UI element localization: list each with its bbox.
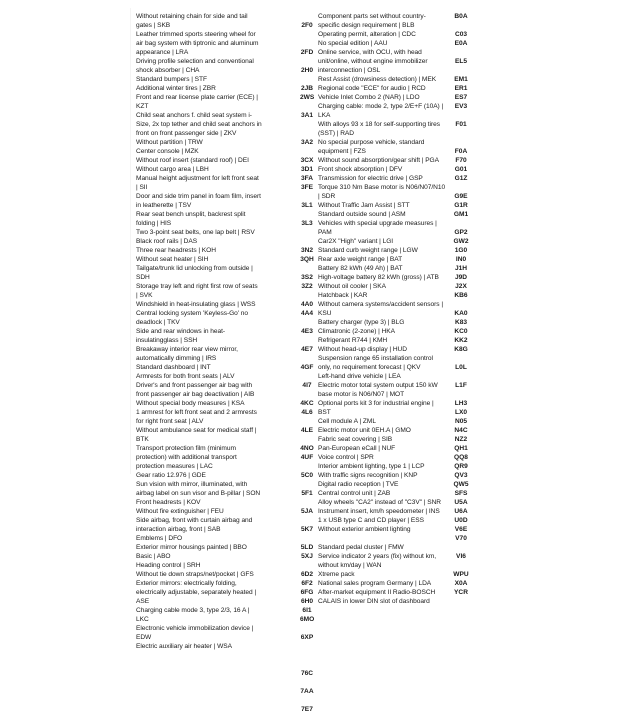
option-description-line: Front headrests | KOV bbox=[136, 499, 201, 506]
option-description-line: protection) with additional transport bbox=[136, 454, 237, 461]
column-guide bbox=[130, 8, 131, 474]
option-code: 4A4 bbox=[300, 310, 314, 317]
option-description-line: Pan-European eCall | NUF bbox=[318, 445, 396, 452]
option-description-line: for right front seat | ALV bbox=[136, 418, 204, 425]
option-code bbox=[300, 390, 314, 399]
option-description-line: Emblems | DFO bbox=[136, 535, 183, 542]
option-description-line: in leatherette | TSV bbox=[136, 202, 192, 209]
option-code bbox=[300, 480, 314, 489]
option-code: F01 bbox=[455, 121, 467, 128]
option-code: 7AA bbox=[300, 688, 314, 695]
option-code: 4L6 bbox=[301, 409, 313, 416]
option-description-line: PAM bbox=[318, 229, 332, 236]
option-code: 6FG bbox=[300, 589, 314, 596]
option-code bbox=[300, 534, 314, 543]
option-code bbox=[300, 129, 314, 138]
option-code bbox=[300, 264, 314, 273]
option-code: N05 bbox=[454, 418, 468, 425]
option-description-line: Armrests for both front seats | ALV bbox=[136, 373, 235, 380]
option-code: 4UF bbox=[300, 454, 314, 461]
option-code bbox=[300, 147, 314, 156]
option-code: 2WS bbox=[300, 94, 315, 101]
option-code bbox=[450, 372, 472, 381]
option-code: L1F bbox=[455, 382, 467, 389]
option-code: 3FE bbox=[300, 184, 314, 191]
option-description-line: Side and rear windows in heat- bbox=[136, 328, 226, 335]
option-code: WPU bbox=[453, 571, 469, 578]
option-description-line: 1 x USB type C and CD player | ESS bbox=[318, 517, 424, 524]
option-description-line: Exterior mirrors: electrically folding, bbox=[136, 580, 237, 587]
option-code: 4KC bbox=[300, 400, 314, 407]
option-code: 2F0 bbox=[301, 22, 313, 29]
option-description-line: Suspension range 65 installation control bbox=[318, 355, 433, 362]
option-code bbox=[300, 291, 314, 300]
option-code: 3FA bbox=[300, 175, 314, 182]
option-description-line: Windshield in heat-insulating glass | WSS bbox=[136, 301, 256, 308]
option-description-line: | SII bbox=[136, 184, 148, 191]
option-code: 4E7 bbox=[301, 346, 313, 353]
option-description-line: Electric motor unit 0EH.A | GMO bbox=[318, 427, 411, 434]
option-description-line: Heading control | SRH bbox=[136, 562, 201, 569]
option-description-line: Front and rear license plate carrier (ECE) | bbox=[136, 94, 258, 101]
option-description-line: deadlock | TKV bbox=[136, 319, 180, 326]
option-description-line: Without roof insert (standard roof) | DEI bbox=[136, 157, 249, 164]
option-description-line: Refrigerant R744 | KMH bbox=[318, 337, 388, 344]
option-code: QH1 bbox=[454, 445, 468, 452]
option-code bbox=[450, 561, 472, 570]
option-code: NZ2 bbox=[454, 436, 468, 443]
option-code bbox=[300, 102, 314, 111]
option-code: 4E3 bbox=[301, 328, 313, 335]
option-description-line: Standard outside sound | ASM bbox=[318, 211, 406, 218]
option-description-line: ASE bbox=[136, 598, 150, 605]
option-description-line: Without fire extinguisher | FEU bbox=[136, 508, 224, 515]
option-description-line: Without Traffic Jam Assist | STT bbox=[318, 202, 410, 209]
option-code bbox=[450, 543, 472, 552]
option-code: 3A1 bbox=[300, 112, 314, 119]
option-description-line: LKC bbox=[136, 616, 149, 623]
option-description-line: Optional ports kit 3 for industrial engine | bbox=[318, 400, 434, 407]
option-description-line: Vehicle Inlet Combo 2 (NAR) | LDO bbox=[318, 94, 420, 101]
option-description-line: Sun vision with mirror, illuminated, with bbox=[136, 481, 248, 488]
option-description-line: equipment | FZS bbox=[318, 148, 366, 155]
option-description-line: Without partition | TRW bbox=[136, 139, 203, 146]
option-description-line: High-voltage battery 82 kWh (gross) | ATB bbox=[318, 274, 439, 281]
option-description-line: electrically adjustable, separately heated | bbox=[136, 589, 257, 596]
option-code: G9E bbox=[454, 193, 468, 200]
option-code: C03 bbox=[454, 31, 468, 38]
option-code bbox=[450, 138, 472, 147]
option-code: ES7 bbox=[454, 94, 468, 101]
option-description-line: BST bbox=[318, 409, 331, 416]
option-description-line: Without head-up display | HUD bbox=[318, 346, 407, 353]
option-code: 5LD bbox=[300, 544, 314, 551]
option-description-line: Rear axle weight range | BAT bbox=[318, 256, 403, 263]
option-code bbox=[300, 624, 314, 633]
option-description-line: Digital radio reception | TVE bbox=[318, 481, 399, 488]
option-description-line: Standard bumpers | STF bbox=[136, 76, 207, 83]
option-code: QQ8 bbox=[454, 454, 468, 461]
option-code: LX0 bbox=[454, 409, 468, 416]
option-code: 5XJ bbox=[301, 553, 313, 560]
option-description-line: Driving profile selection and conventional bbox=[136, 58, 254, 65]
option-description-line: | SDR bbox=[318, 193, 336, 200]
option-description-line: Battery 82 kWh (49 Ah) | BAT bbox=[318, 265, 403, 272]
option-description-line: With traffic signs recognition | KNP bbox=[318, 472, 418, 479]
option-description-line: front on front passenger side | ZKV bbox=[136, 130, 237, 137]
option-description-line: Without seat heater | SIH bbox=[136, 256, 209, 263]
option-description-line: interaction airbag, front | SAB bbox=[136, 526, 221, 533]
option-code: EL5 bbox=[454, 58, 468, 65]
option-description-line: SDH bbox=[136, 274, 150, 281]
option-code bbox=[450, 21, 472, 30]
option-description-line: Tailgate/trunk lid unlocking from outside | bbox=[136, 265, 253, 272]
option-description-line: KZT bbox=[136, 103, 149, 110]
option-code: EM1 bbox=[454, 76, 468, 83]
option-description-line: Standard dashboard | INT bbox=[136, 364, 211, 371]
option-code bbox=[300, 516, 314, 525]
option-description-line: Size, 2x top tether and child seat anchors in bbox=[136, 121, 262, 128]
option-code: 2JB bbox=[300, 85, 314, 92]
option-description-line: Charging cable mode 3, type 2/3, 16 A | bbox=[136, 607, 250, 614]
option-code: 5C0 bbox=[300, 472, 314, 479]
option-code bbox=[300, 57, 314, 66]
option-code: 5JA bbox=[300, 508, 314, 515]
option-code bbox=[300, 417, 314, 426]
option-description-line: appearance | LRA bbox=[136, 49, 189, 56]
option-description-line: National sales program Germany | LDA bbox=[318, 580, 432, 587]
option-code bbox=[450, 48, 472, 57]
option-code: B0A bbox=[454, 13, 468, 20]
option-description-line: automatically dimming | IRS bbox=[136, 355, 217, 362]
option-code: 4LE bbox=[300, 427, 314, 434]
option-code: 4NO bbox=[300, 445, 314, 452]
option-code: QW5 bbox=[453, 481, 469, 488]
option-code: 6XP bbox=[300, 634, 314, 641]
option-code bbox=[450, 354, 472, 363]
option-description-line: Center console | MZK bbox=[136, 148, 199, 155]
option-description-line: Regional code "ECE" for audio | RCD bbox=[318, 85, 426, 92]
option-description-line: Cell module A | ZML bbox=[318, 418, 376, 425]
option-code: J2X bbox=[455, 283, 467, 290]
option-code bbox=[300, 12, 314, 21]
option-code: G1Z bbox=[454, 175, 468, 182]
option-code: QV3 bbox=[454, 472, 468, 479]
option-description-line: Front shock absorption | DFV bbox=[318, 166, 403, 173]
option-description-line: only, no requirement forecast | QKV bbox=[318, 364, 421, 371]
option-description-line: unit/online, without engine immobilizer bbox=[318, 58, 428, 65]
option-code: 2H0 bbox=[300, 67, 314, 74]
option-code: U0D bbox=[454, 517, 468, 524]
option-description-line: Breakaway interior rear view mirror, bbox=[136, 346, 238, 353]
option-code bbox=[450, 390, 472, 399]
option-code: ER1 bbox=[454, 85, 468, 92]
option-description-line: airbag label on sun visor and B-pillar | SON bbox=[136, 490, 261, 497]
option-description-line: Online service, with OCU, with head bbox=[318, 49, 422, 56]
option-description-line: Electric motor total system output 150 kW bbox=[318, 382, 438, 389]
option-code: 6F2 bbox=[301, 580, 313, 587]
option-code: 2FD bbox=[300, 49, 314, 56]
option-description-line: No special edition | AAU bbox=[318, 40, 388, 47]
option-description-line: Door and side trim panel in foam film, insert bbox=[136, 193, 261, 200]
option-code: 3A2 bbox=[300, 139, 314, 146]
option-code: 1G0 bbox=[454, 247, 468, 254]
option-description-line: Electronic vehicle immobilization device | bbox=[136, 625, 254, 632]
option-description-line: Central locking system 'Keyless-Go' no bbox=[136, 310, 249, 317]
option-code bbox=[300, 210, 314, 219]
option-code: 4I7 bbox=[302, 382, 312, 389]
option-description-line: without km/day | WAN bbox=[318, 562, 382, 569]
option-description-line: Central control unit | ZAB bbox=[318, 490, 391, 497]
option-description-line: EDW bbox=[136, 634, 152, 641]
option-code: 4GF bbox=[300, 364, 314, 371]
option-description-line: Basic | ABO bbox=[136, 553, 171, 560]
option-description-line: Torque 310 Nm Base motor is N06/N07/N10 bbox=[318, 184, 446, 191]
option-code: J9D bbox=[454, 274, 468, 281]
option-description-line: Child seat anchors f. child seat system i- bbox=[136, 112, 252, 119]
option-code: 3N2 bbox=[300, 247, 314, 254]
option-description-line: Alloy wheels "CA2" instead of "C3V" | SNR bbox=[318, 499, 442, 506]
option-code bbox=[300, 192, 314, 201]
option-code bbox=[300, 336, 314, 345]
option-description-line: Interior ambient lighting, type 1 | LCP bbox=[318, 463, 425, 470]
option-code: YCR bbox=[454, 589, 468, 596]
option-code: 6MO bbox=[300, 616, 315, 623]
option-code bbox=[300, 354, 314, 363]
option-description-line: Additional winter tires | ZBR bbox=[136, 85, 216, 92]
option-code: K83 bbox=[454, 319, 468, 326]
option-code: KK2 bbox=[454, 337, 468, 344]
option-description-line: Climatronic (2-zone) | HKA bbox=[318, 328, 395, 335]
option-code: X0A bbox=[454, 580, 468, 587]
option-code bbox=[300, 660, 314, 669]
option-code: F0A bbox=[454, 148, 468, 155]
option-code bbox=[300, 435, 314, 444]
option-description-line: Voice control | SPR bbox=[318, 454, 374, 461]
option-description-line: BTK bbox=[136, 436, 149, 443]
option-code bbox=[300, 120, 314, 129]
option-code bbox=[450, 66, 472, 75]
option-description-line: Without exterior ambient lighting bbox=[318, 526, 411, 533]
option-description-line: Two 3-point seat belts, one lap belt | RSV bbox=[136, 229, 255, 236]
option-code: VI6 bbox=[456, 553, 466, 560]
option-description-line: Without oil cooler | SKA bbox=[318, 283, 386, 290]
option-description-line: Gear ratio 12.976 | GDE bbox=[136, 472, 206, 479]
option-description-line: Xtreme pack bbox=[318, 571, 355, 578]
option-code: V70 bbox=[455, 535, 467, 542]
option-description-line: Transport protection film (minimum bbox=[136, 445, 236, 452]
option-description-line: Manual height adjustment for left front seat bbox=[136, 175, 259, 182]
option-description-line: Electric auxiliary air heater | WSA bbox=[136, 643, 232, 650]
option-code: 6I1 bbox=[302, 607, 312, 614]
option-code: 3CX bbox=[300, 157, 314, 164]
option-description-line: gates | SKB bbox=[136, 22, 171, 29]
left-description-column bbox=[136, 12, 300, 651]
option-code: N4C bbox=[454, 427, 468, 434]
right-description-column bbox=[318, 12, 446, 606]
option-description-line: shock absorber | CHA bbox=[136, 67, 200, 74]
option-description-line: Instrument insert, km/h speedometer | INS bbox=[318, 508, 440, 515]
option-description-line: Side airbag, front with curtain airbag and bbox=[136, 517, 253, 524]
option-code: U5A bbox=[454, 499, 468, 506]
option-code: 76C bbox=[300, 670, 314, 677]
option-description-line bbox=[318, 534, 446, 543]
option-code bbox=[300, 462, 314, 471]
option-code bbox=[450, 129, 472, 138]
option-code: 3QH bbox=[300, 256, 314, 263]
option-description-line: folding | HIS bbox=[136, 220, 172, 227]
option-code bbox=[450, 183, 472, 192]
option-description-line: Rest Assist (drowsiness detection) | MEK bbox=[318, 76, 437, 83]
option-description-line: After-market equipment II Radio-BOSCH bbox=[318, 589, 436, 596]
option-description-line: Without sound absorption/gear shift | PGA bbox=[318, 157, 439, 164]
option-code bbox=[300, 372, 314, 381]
option-description-line: Standard pedal cluster | FMW bbox=[318, 544, 404, 551]
option-code: K8G bbox=[454, 346, 468, 353]
option-code: GM1 bbox=[453, 211, 469, 218]
option-description-line: CALAIS in lower DIN slot of dashboard bbox=[318, 598, 430, 605]
option-code: 7E7 bbox=[301, 706, 313, 713]
option-description-line: Storage tray left and right first row of seats bbox=[136, 283, 258, 290]
option-code: 3L3 bbox=[301, 220, 313, 227]
option-code: 3S2 bbox=[301, 274, 313, 281]
option-code: F70 bbox=[455, 157, 467, 164]
option-code: 3L1 bbox=[301, 202, 313, 209]
option-code: 6H0 bbox=[300, 598, 314, 605]
option-description-line: protection measures | LAC bbox=[136, 463, 213, 470]
option-description-line: Fabric seat covering | SIB bbox=[318, 436, 393, 443]
option-code bbox=[300, 651, 314, 660]
option-description-line: Hatchback | KAR bbox=[318, 292, 368, 299]
option-code: 6D2 bbox=[300, 571, 314, 578]
option-description-line: insulatingglass | SSH bbox=[136, 337, 198, 344]
option-description-line: Without camera systems/accident sensors | bbox=[318, 301, 443, 308]
option-code: 3Z2 bbox=[301, 283, 313, 290]
option-description-line: Vehicles with special upgrade measures | bbox=[318, 220, 437, 227]
option-description-line: Without special body measures | KSA bbox=[136, 400, 245, 407]
option-description-line: front passenger air bag deactivation | AIB bbox=[136, 391, 255, 398]
left-code-column bbox=[300, 12, 314, 714]
right-code-column bbox=[450, 12, 472, 597]
option-code: 3D1 bbox=[300, 166, 314, 173]
option-code: KA0 bbox=[454, 310, 468, 317]
option-description-line: 1 armrest for left front seat and 2 armrests bbox=[136, 409, 257, 416]
option-code: 4A0 bbox=[300, 301, 314, 308]
option-description-line: specific design requirement | BLB bbox=[318, 22, 415, 29]
option-code bbox=[300, 39, 314, 48]
option-description-line: Without cargo area | LBH bbox=[136, 166, 209, 173]
option-description-line: base motor is N06/N07 | MOT bbox=[318, 391, 405, 398]
option-code: G01 bbox=[454, 166, 468, 173]
option-description-line: Black roof rails | DAS bbox=[136, 238, 198, 245]
option-code: KB6 bbox=[454, 292, 468, 299]
option-code: L0L bbox=[455, 364, 467, 371]
option-description-line: Without retaining chain for side and tail bbox=[136, 13, 248, 20]
option-code: LH3 bbox=[454, 400, 468, 407]
option-description-line: Three rear headrests | KOH bbox=[136, 247, 216, 254]
option-code: IN0 bbox=[455, 256, 467, 263]
option-code: U6A bbox=[454, 508, 468, 515]
option-code bbox=[450, 300, 472, 309]
option-description-line: KSU bbox=[318, 310, 332, 317]
option-code bbox=[300, 30, 314, 39]
option-description-line: interconnection | OSL bbox=[318, 67, 381, 74]
option-description-line: Leather trimmed sports steering wheel for bbox=[136, 31, 256, 38]
option-description-line: With alloys 93 x 18 for self-supporting tires bbox=[318, 121, 440, 128]
option-code: KC0 bbox=[454, 328, 468, 335]
option-code bbox=[300, 561, 314, 570]
option-description-line: Operating permit, alteration | CDC bbox=[318, 31, 416, 38]
option-code: E0A bbox=[454, 40, 468, 47]
option-description-line: Service indicator 2 years (fix) without km, bbox=[318, 553, 437, 560]
option-description-line: Left-hand drive vehicle | LEA bbox=[318, 373, 401, 380]
option-description-line: Rear seat bench unsplit, backrest split bbox=[136, 211, 246, 218]
option-description-line: air bag system with tiptronic and aluminum bbox=[136, 40, 259, 47]
option-description-line: Car2X "High" variant | LGI bbox=[318, 238, 394, 245]
option-description-line: Component parts set without country- bbox=[318, 13, 426, 20]
option-code: EV3 bbox=[454, 103, 468, 110]
option-description-line: Driver's and front passenger air bag with bbox=[136, 382, 253, 389]
option-description-line: (SST) | RAD bbox=[318, 130, 354, 137]
option-description-line: | SVK bbox=[136, 292, 153, 299]
option-code: J1H bbox=[454, 265, 468, 272]
option-description-line: Transmission for electric drive | GSP bbox=[318, 175, 423, 182]
option-code: QR9 bbox=[454, 463, 468, 470]
option-description-line: LKA bbox=[318, 112, 331, 119]
option-description-line: Exterior mirror housings painted | BBO bbox=[136, 544, 247, 551]
option-code bbox=[450, 111, 472, 120]
option-description-line: Charging cable: mode 2, type 2/E+F (10A) | bbox=[318, 103, 444, 110]
option-code: GP2 bbox=[454, 229, 468, 236]
option-code: G1R bbox=[454, 202, 468, 209]
option-description-line: Without tie down straps/net/pocket | GFS bbox=[136, 571, 254, 578]
option-code bbox=[300, 642, 314, 651]
option-code: V6E bbox=[454, 526, 468, 533]
option-code bbox=[300, 318, 314, 327]
option-code bbox=[300, 228, 314, 237]
option-code bbox=[300, 75, 314, 84]
option-code: 5K7 bbox=[300, 526, 314, 533]
option-description-line: Battery charger (type 3) | BLG bbox=[318, 319, 405, 326]
option-code bbox=[300, 498, 314, 507]
option-code: GW2 bbox=[453, 238, 469, 245]
option-description-line: No special purpose vehicle, standard bbox=[318, 139, 425, 146]
option-description-line: Standard curb weight range | LGW bbox=[318, 247, 418, 254]
option-description-line: Without ambulance seat for medical staff | bbox=[136, 427, 257, 434]
option-code bbox=[300, 678, 314, 687]
option-code bbox=[450, 219, 472, 228]
option-code bbox=[300, 237, 314, 246]
option-code: 5F1 bbox=[301, 490, 313, 497]
option-code: SFS bbox=[454, 490, 468, 497]
option-code bbox=[300, 696, 314, 705]
